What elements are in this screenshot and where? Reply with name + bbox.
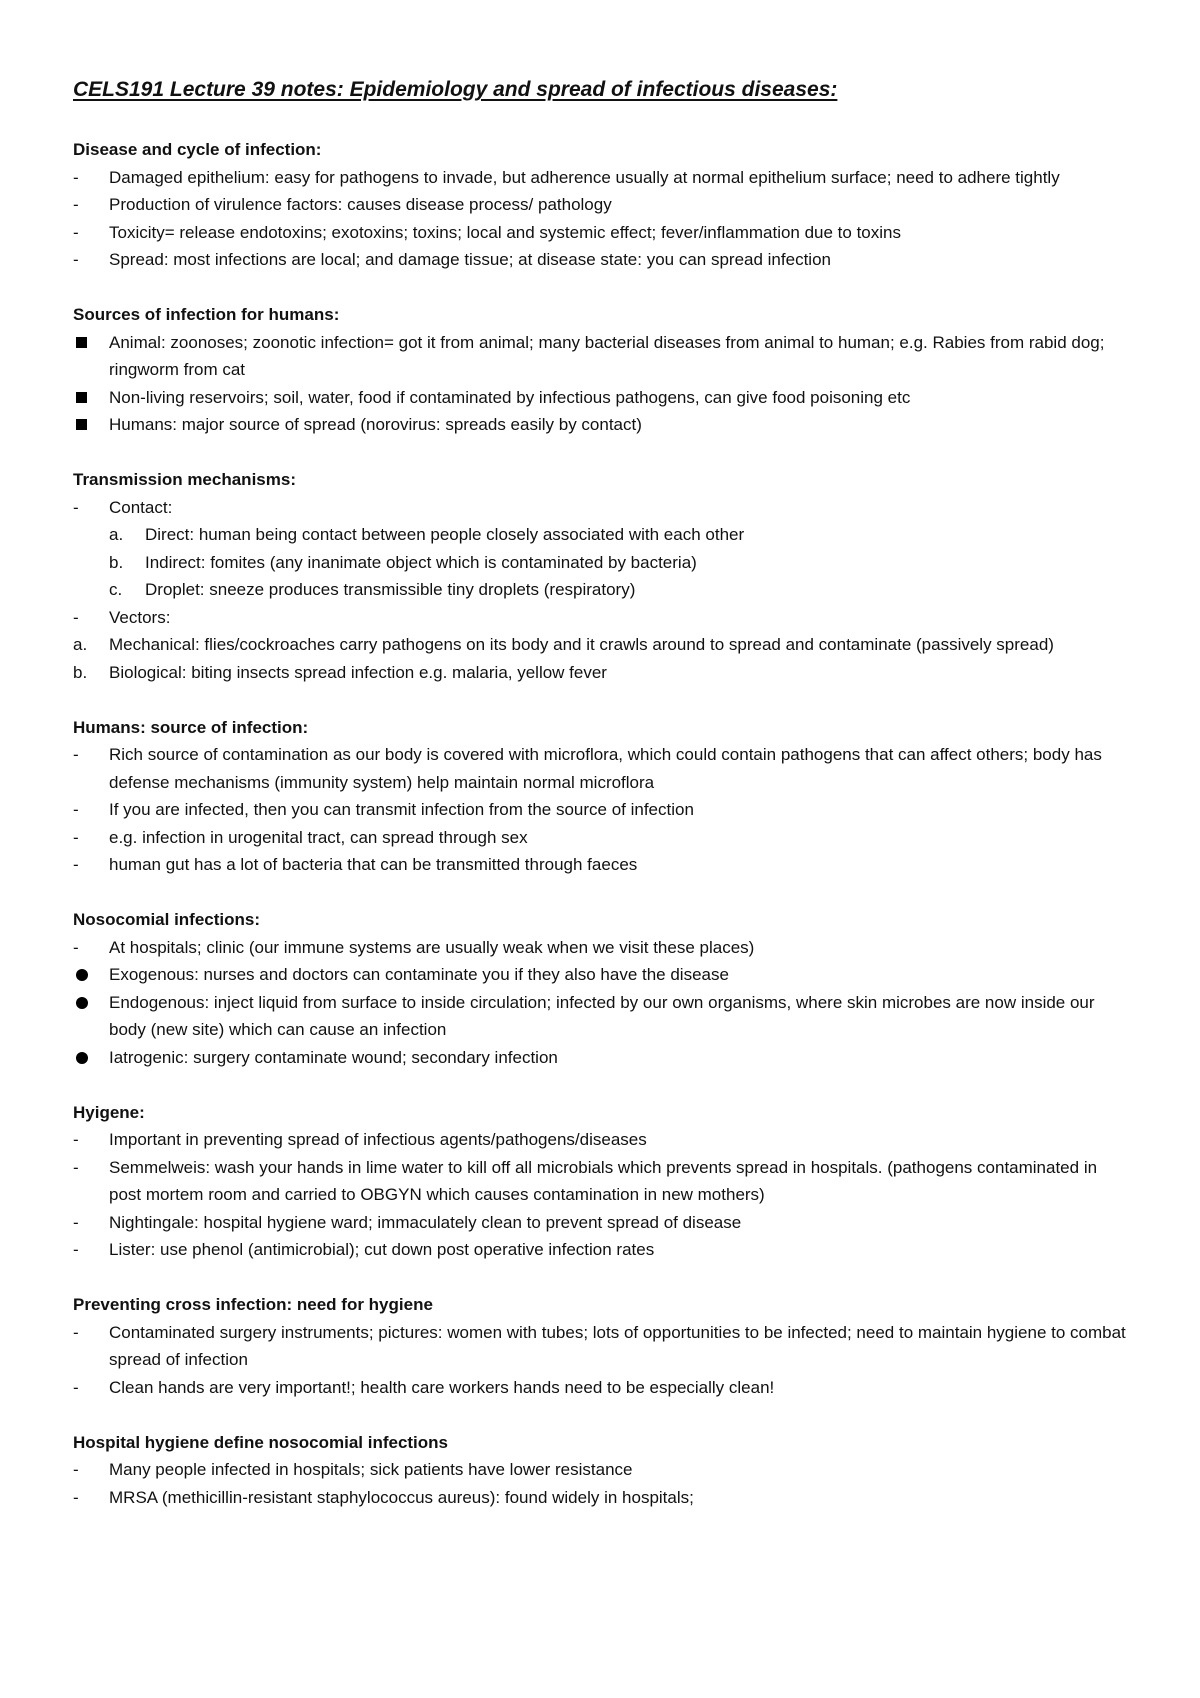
list-marker: - xyxy=(73,607,79,627)
list-item-text: Direct: human being contact between people closely associated with each other xyxy=(145,525,745,544)
list-marker: - xyxy=(73,937,79,957)
list-item-text: Vectors: xyxy=(109,607,171,627)
section xyxy=(73,906,1133,1071)
section-heading: Disease and cycle of infection: xyxy=(73,140,322,159)
list-marker: - xyxy=(73,1240,79,1259)
section xyxy=(73,301,1133,439)
list-item xyxy=(73,961,1133,989)
list-item xyxy=(73,604,1133,632)
section-heading: Hospital hygiene define nosocomial infections xyxy=(73,1432,449,1452)
square-bullet-icon xyxy=(76,392,87,403)
list-item xyxy=(73,631,1133,659)
list-item xyxy=(73,824,1133,852)
list-marker: - xyxy=(73,195,79,214)
list-item xyxy=(73,1374,1133,1402)
list-item xyxy=(73,329,1133,384)
list-item xyxy=(73,576,1133,604)
list-item xyxy=(73,1484,1133,1512)
list-item-text: Spread: most infections are local; and damage tissue; at disease state: you can spread infection xyxy=(109,250,831,269)
list-marker: - xyxy=(73,497,79,517)
section xyxy=(73,466,1133,686)
list-marker: b. xyxy=(73,662,88,682)
list-marker: - xyxy=(73,827,79,847)
list-marker: - xyxy=(73,800,79,819)
list-item xyxy=(73,164,1133,192)
list-item-text: Contaminated surgery instruments; pictures: women with tubes; lots of opportunities to be infected; need to maintain hygiene to combat spread of infection xyxy=(109,1322,1126,1369)
list-item xyxy=(73,411,1133,439)
list-item xyxy=(73,384,1133,412)
list-item xyxy=(73,989,1133,1044)
list-item-text: Nightingale: hospital hygiene ward; immaculately clean to prevent spread of disease xyxy=(109,1212,742,1232)
list-marker: c. xyxy=(109,580,123,599)
list-item-text: Clean hands are very important!; health care workers hands need to be especially clean! xyxy=(109,1377,775,1397)
list-marker: - xyxy=(73,1322,79,1342)
section-heading: Transmission mechanisms: xyxy=(73,470,296,489)
list-item xyxy=(73,246,1133,274)
section xyxy=(73,1291,1133,1401)
list-item-text: Exogenous: nurses and doctors can contaminate you if they also have the disease xyxy=(109,965,729,984)
list-item xyxy=(73,741,1133,796)
list-item xyxy=(73,934,1133,962)
list-item-text: e.g. infection in urogenital tract, can spread through sex xyxy=(109,827,528,847)
list-item xyxy=(73,219,1133,247)
list-item xyxy=(73,1209,1133,1237)
list-marker: - xyxy=(73,250,79,269)
list-item xyxy=(73,191,1133,219)
list-item-text: Animal: zoonoses; zoonotic infection= got it from animal; many bacterial diseases from animal to human; e.g. Rabies from rabid dog; ringworm from cat xyxy=(109,332,1105,379)
list-item xyxy=(73,1044,1133,1072)
section-heading: Sources of infection for humans: xyxy=(73,305,340,324)
list-item-text: Endogenous: inject liquid from surface to inside circulation; infected by our own organisms, where skin microbes are now inside our body (new site) which can cause an infection xyxy=(109,992,1095,1039)
square-bullet-icon xyxy=(76,337,87,348)
list-item-text: Droplet: sneeze produces transmissible tiny droplets (respiratory) xyxy=(145,580,636,599)
list-item-text: If you are infected, then you can transmit infection from the source of infection xyxy=(109,800,694,819)
list-item-text: Lister: use phenol (antimicrobial); cut down post operative infection rates xyxy=(109,1240,655,1259)
list-item xyxy=(73,494,1133,522)
list-item-text: Biological: biting insects spread infection e.g. malaria, yellow fever xyxy=(109,662,607,682)
list-item xyxy=(73,1126,1133,1154)
list-item-text: Non-living reservoirs; soil, water, food if contaminated by infectious pathogens, can give food poisoning etc xyxy=(109,387,911,407)
list-item xyxy=(73,549,1133,577)
list-item-text: Toxicity= release endotoxins; exotoxins; toxins; local and systemic effect; fever/inflammation due to toxins xyxy=(109,222,901,242)
list-item-text: Production of virulence factors: causes disease process/ pathology xyxy=(109,195,612,214)
list-item-text: Damaged epithelium: easy for pathogens to invade, but adherence usually at normal epithelium surface; need to adhere tightly xyxy=(109,167,1060,187)
list-item-text: Important in preventing spread of infectious agents/pathogens/diseases xyxy=(109,1130,647,1149)
list-item xyxy=(73,1236,1133,1264)
list-marker: - xyxy=(73,745,79,764)
notes-body xyxy=(73,136,1133,1539)
list-item xyxy=(73,1456,1133,1484)
list-marker: - xyxy=(73,1460,79,1479)
list-item-text: Rich source of contamination as our body is covered with microflora, which could contain pathogens that can affect others; body has defense mechanisms (immunity system) help maintain normal microflora xyxy=(109,745,1102,792)
round-bullet-icon xyxy=(76,969,88,981)
list-marker: - xyxy=(73,1157,79,1177)
list-marker: - xyxy=(73,855,79,874)
section-heading: Preventing cross infection: need for hygiene xyxy=(73,1295,433,1314)
section xyxy=(73,1099,1133,1264)
list-item-text: Contact: xyxy=(109,497,173,517)
list-marker: - xyxy=(73,167,79,187)
round-bullet-icon xyxy=(76,997,88,1009)
list-item xyxy=(73,1319,1133,1374)
list-marker: a. xyxy=(73,635,88,654)
list-marker: - xyxy=(73,1377,79,1397)
list-item-text: Humans: major source of spread (norovirus: spreads easily by contact) xyxy=(109,415,642,434)
list-item-text: Many people infected in hospitals; sick patients have lower resistance xyxy=(109,1460,633,1479)
list-item-text: Mechanical: flies/cockroaches carry pathogens on its body and it crawls around to spread and contaminate (passively spread) xyxy=(109,635,1054,654)
list-item-text: At hospitals; clinic (our immune systems are usually weak when we visit these places) xyxy=(109,937,755,957)
list-item-text: MRSA (methicillin-resistant staphylococcus aureus): found widely in hospitals; xyxy=(109,1487,694,1507)
square-bullet-icon xyxy=(76,419,87,430)
list-marker: - xyxy=(73,1487,79,1507)
list-item xyxy=(73,521,1133,549)
list-item-text: Iatrogenic: surgery contaminate wound; secondary infection xyxy=(109,1047,558,1067)
section xyxy=(73,1429,1133,1512)
section-heading: Humans: source of infection: xyxy=(73,717,309,737)
list-item xyxy=(73,796,1133,824)
list-item-text: human gut has a lot of bacteria that can be transmitted through faeces xyxy=(109,855,638,874)
list-item xyxy=(73,659,1133,687)
section xyxy=(73,136,1133,274)
page-title: CELS191 Lecture 39 notes: Epidemiology and spread of infectious diseases: xyxy=(73,78,838,101)
list-marker: - xyxy=(73,222,79,242)
section-heading: Nosocomial infections: xyxy=(73,910,261,929)
list-item-text: Semmelweis: wash your hands in lime water to kill off all microbials which prevents spread in hospitals. (pathogens contaminated in post mortem room and carried to OBGYN which causes contamination in new mothers) xyxy=(109,1157,1098,1204)
list-item-text: Indirect: fomites (any inanimate object which is contaminated by bacteria) xyxy=(145,552,697,572)
list-marker: a. xyxy=(109,525,124,544)
round-bullet-icon xyxy=(76,1052,88,1064)
list-item xyxy=(73,1154,1133,1209)
list-marker: b. xyxy=(109,552,124,572)
list-item xyxy=(73,851,1133,879)
section xyxy=(73,714,1133,879)
list-marker: - xyxy=(73,1130,79,1149)
section-heading: Hyigene: xyxy=(73,1102,145,1122)
list-marker: - xyxy=(73,1212,79,1232)
